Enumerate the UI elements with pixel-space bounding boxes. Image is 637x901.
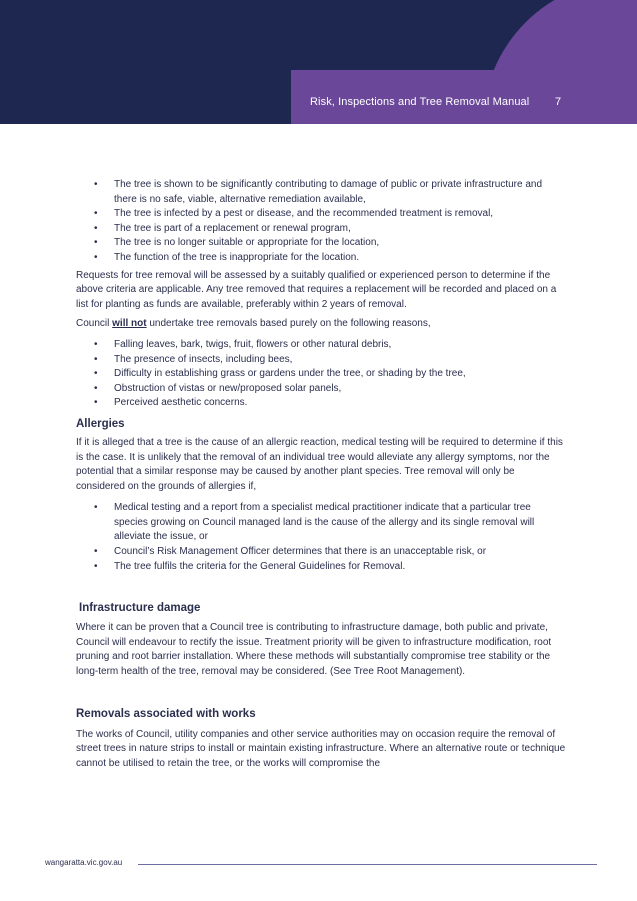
list-item: • Perceived aesthetic concerns. [76,396,566,411]
list-item: • The function of the tree is inappropriate for the location. [76,251,566,266]
list-item: • The presence of insects, including bees, [76,353,566,368]
footer-url: wangaratta.vic.gov.au [45,858,123,867]
list-item: • Medical testing and a report from a specialist medical practitioner indicate that a particular tree species growing on Council managed land is the cause of the allergy and its single removal will alleviate the issue, or [76,501,566,545]
allergies-heading: Allergies [76,417,125,430]
requests-paragraph: Requests for tree removal will be assessed by a suitably qualified or experienced person to determine if the above criteria are applicable. Any tree removed that requires a replacement will be recorded and placed on a list for planting as funds are available, preferably within 2 years of removal. [76,269,557,310]
list-item: • The tree is infected by a pest or disease, and the recommended treatment is removal, [76,207,566,222]
removal-criteria-list [76,178,566,266]
will-not-emphasis: will not [112,318,147,330]
page-header [0,0,637,124]
list-item: • Obstruction of vistas or new/proposed solar panels, [76,382,566,397]
infrastructure-paragraph: Where it can be proven that a Council tree is contributing to infrastructure damage, both public and private, Council will endeavour to rectify the issue. Treatment priority will be given to infrastructure modification, root pruning and root barrier installation. Where these methods will substantially compromise tree stability or the long-term health of the tree, removal may be considered. (See Tree Root Management). [76,622,552,678]
list-item: • The tree is no longer suitable or appropriate for the location, [76,236,566,251]
document-title: Risk, Inspections and Tree Removal Manual [310,96,530,108]
list-item: • Difficulty in establishing grass or gardens under the tree, or shading by the tree, [76,367,566,382]
list-item: • The tree is part of a replacement or renewal program, [76,222,566,237]
works-paragraph: The works of Council, utility companies and other service authorities may on occasion require the removal of street trees in nature strips to install or maintain existing infrastructure. Where an alternative route or technique cannot be utilised to retain the tree, or the works will compromise the [76,728,566,769]
will-not-prefix: Council [76,318,113,330]
infrastructure-heading: Infrastructure damage [79,602,201,615]
list-item: • Council’s Risk Management Officer determines that there is an unacceptable risk, or [76,545,566,560]
footer-divider [138,864,597,865]
page-number: 7 [555,96,562,108]
works-heading: Removals associated with works [76,707,256,720]
will-not-suffix: undertake tree removals based purely on the following reasons, [146,318,431,330]
page-body [76,178,566,771]
will-not-paragraph [76,317,566,332]
excluded-reasons-list [76,338,566,411]
allergies-list [76,501,566,574]
list-item: • The tree fulfils the criteria for the General Guidelines for Removal. [76,560,566,575]
allergies-paragraph: If it is alleged that a tree is the cause of an allergic reaction, medical testing will be required to determine if this is the case. It is unlikely that the removal of an individual tree would alleviate any allergy symptoms, nor the potential that a similar response may be caused by another plant species. Tree removal will only be considered on the grounds of allergies if, [76,436,563,492]
list-item: • Falling leaves, bark, twigs, fruit, flowers or other natural debris, [76,338,566,353]
list-item: • The tree is shown to be significantly contributing to damage of public or private infrastructure and there is no safe, viable, alternative remediation available, [76,178,566,207]
